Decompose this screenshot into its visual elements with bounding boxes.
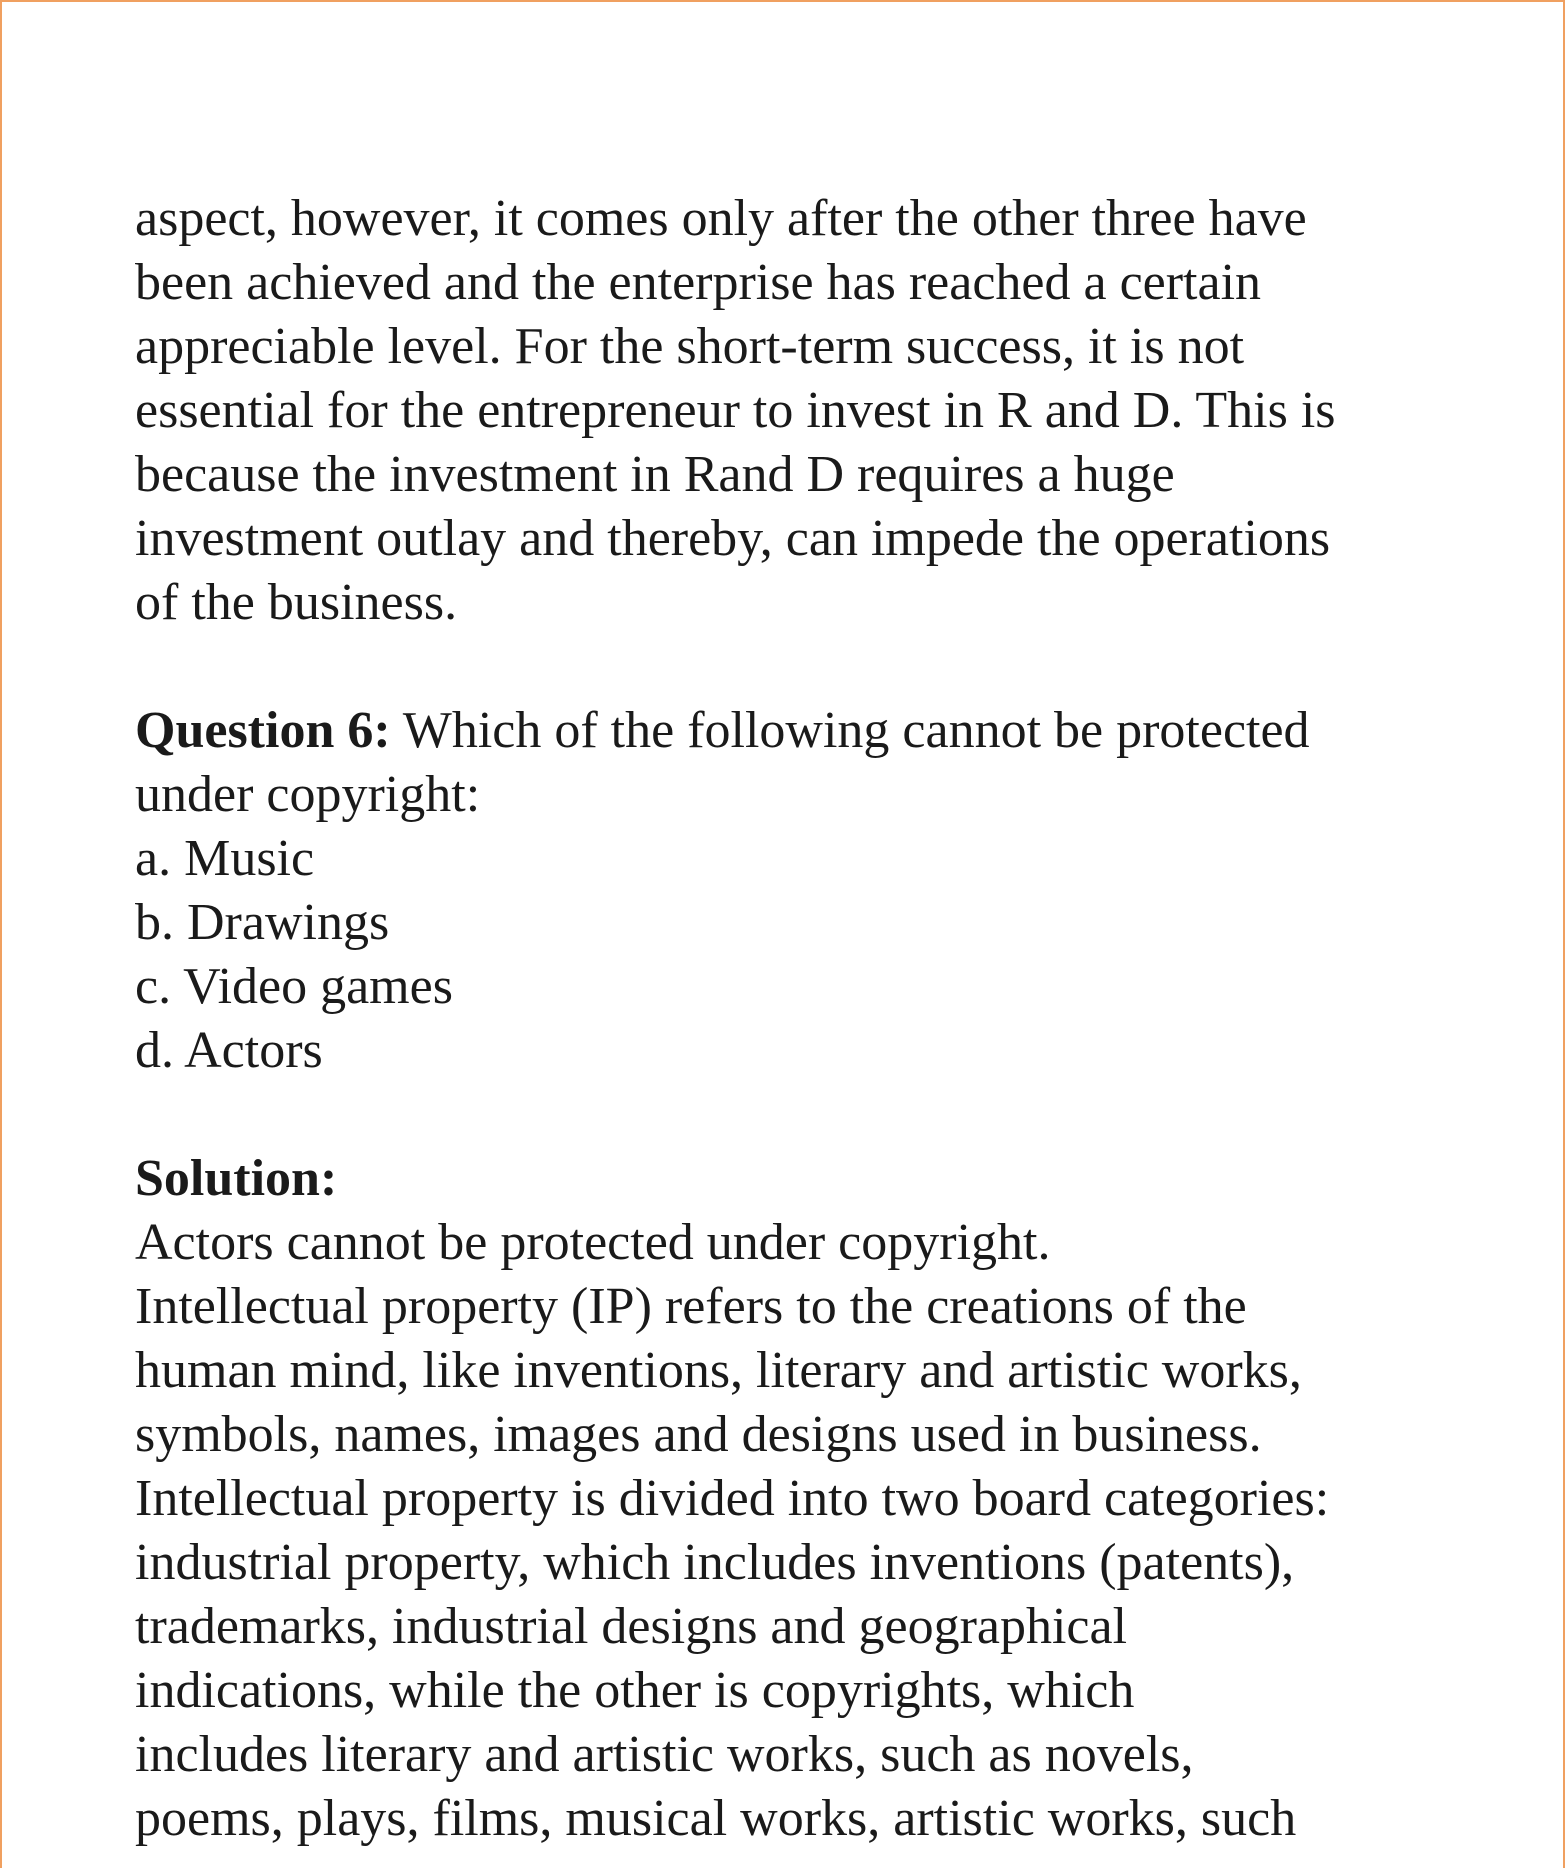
solution-block: [135, 1147, 1535, 1851]
paragraph-line: aspect, however, it comes only after the other three have: [135, 190, 1307, 247]
intro-paragraph: [135, 187, 1535, 635]
paragraph-line: appreciable level. For the short-term success, it is not: [135, 318, 1245, 375]
solution-line: indications, while the other is copyrights, which: [135, 1662, 1135, 1719]
paragraph-line: been achieved and the enterprise has reached a certain: [135, 254, 1262, 311]
solution-heading: Solution:: [135, 1150, 338, 1207]
option-a: a. Music: [135, 830, 315, 887]
question-text: Which of the following cannot be protected: [390, 702, 1310, 759]
solution-line: Actors cannot be protected under copyright.: [135, 1214, 1051, 1271]
question-label: Question 6:: [135, 702, 391, 759]
spacer: [135, 635, 1535, 699]
solution-line: trademarks, industrial designs and geographical: [135, 1598, 1128, 1655]
solution-line: industrial property, which includes inventions (patents),: [135, 1534, 1295, 1591]
option-c: c. Video games: [135, 958, 453, 1015]
solution-line: symbols, names, images and designs used in business.: [135, 1406, 1262, 1463]
page-content: [135, 187, 1535, 1851]
solution-line: Intellectual property is divided into two board categories:: [135, 1470, 1330, 1527]
solution-line: Intellectual property (IP) refers to the creations of the: [135, 1278, 1247, 1335]
question-block: [135, 699, 1535, 1083]
option-d: d. Actors: [135, 1022, 323, 1079]
paragraph-line: essential for the entrepreneur to invest in R and D. This is: [135, 382, 1336, 439]
solution-line: human mind, like inventions, literary and artistic works,: [135, 1342, 1302, 1399]
option-b: b. Drawings: [135, 894, 390, 951]
question-text-continued: under copyright:: [135, 766, 481, 823]
paragraph-line: because the investment in Rand D requires a huge: [135, 446, 1175, 503]
paragraph-line: of the business.: [135, 574, 458, 631]
question-line: [135, 699, 1535, 763]
paragraph-line: investment outlay and thereby, can impede the operations: [135, 510, 1331, 567]
solution-line: includes literary and artistic works, such as novels,: [135, 1726, 1194, 1783]
spacer: [135, 1083, 1535, 1147]
solution-line: poems, plays, films, musical works, artistic works, such: [135, 1790, 1297, 1847]
